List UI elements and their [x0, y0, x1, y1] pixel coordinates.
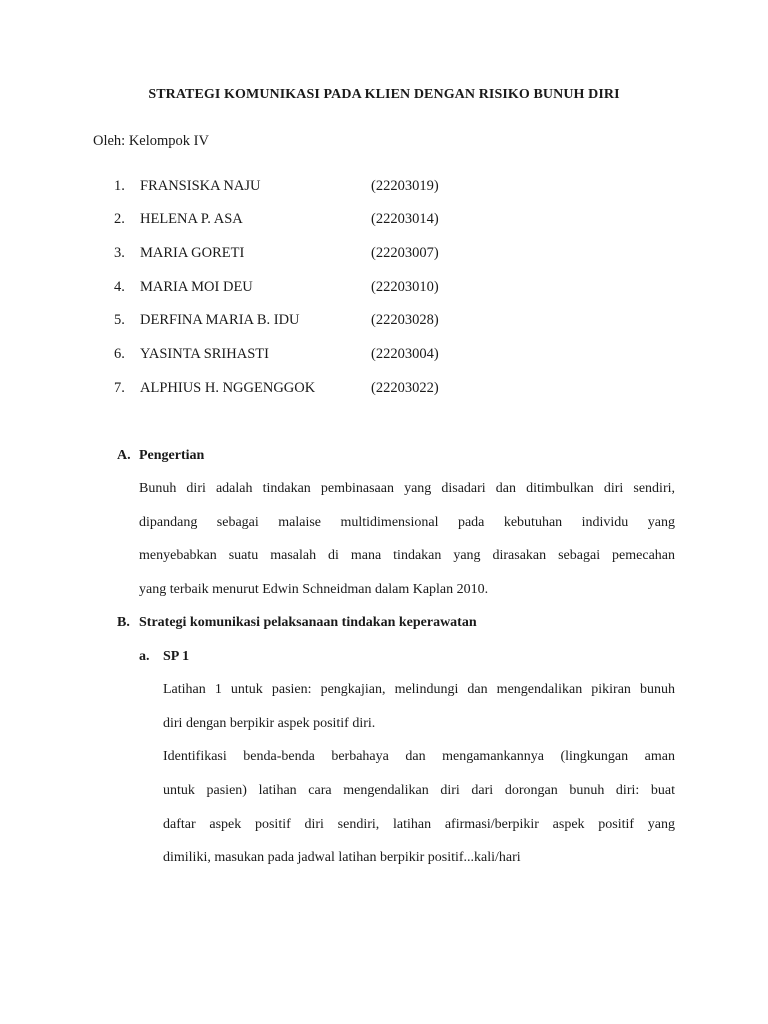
member-id: (22203022)	[371, 380, 439, 396]
section-a-text-line: dipandang sebagai malaise multidimensional pada kebutuhan individu yang	[139, 515, 675, 530]
member-name: HELENA P. ASA	[140, 211, 243, 227]
author-line: Oleh: Kelompok IV	[93, 133, 209, 149]
member-number: 3.	[114, 245, 125, 261]
sp1-text-line: Latihan 1 untuk pasien: pengkajian, melindungi dan mengendalikan pikiran bunuh	[163, 682, 675, 697]
member-name: ALPHIUS H. NGGENGGOK	[140, 380, 316, 396]
member-id: (22203004)	[371, 346, 439, 362]
member-id: (22203028)	[371, 312, 439, 328]
sp1-text-line: diri dengan berpikir aspek positif diri.	[163, 716, 376, 731]
section-a-text-line: menyebabkan suatu masalah di mana tindakan yang dirasakan sebagai pemecahan	[139, 548, 675, 563]
document-title: STRATEGI KOMUNIKASI PADA KLIEN DENGAN RISIKO BUNUH DIRI	[148, 87, 620, 102]
section-a-heading: Pengertian	[139, 448, 205, 463]
sp1-text-line: daftar aspek positif diri sendiri, latihan afirmasi/berpikir aspek positif yang	[163, 817, 675, 832]
member-name: MARIA GORETI	[140, 245, 245, 261]
member-number: 2.	[114, 211, 125, 227]
section-a-text-line: yang terbaik menurut Edwin Schneidman dalam Kaplan 2010.	[139, 582, 489, 597]
section-a-text-line: Bunuh diri adalah tindakan pembinasaan yang disadari dan ditimbulkan diri sendiri,	[139, 481, 675, 496]
subsection-a-heading: SP 1	[163, 649, 190, 664]
section-b-heading: Strategi komunikasi pelaksanaan tindakan keperawatan	[139, 615, 477, 630]
member-name: FRANSISKA NAJU	[140, 178, 261, 194]
member-name: YASINTA SRIHASTI	[140, 346, 269, 362]
member-name: DERFINA MARIA B. IDU	[140, 312, 300, 328]
member-number: 6.	[114, 346, 125, 362]
member-id: (22203014)	[371, 211, 439, 227]
member-id: (22203007)	[371, 245, 439, 261]
member-number: 7.	[114, 380, 125, 396]
sp1-text-line: Identifikasi benda-benda berbahaya dan mengamankannya (lingkungan aman	[163, 749, 675, 764]
section-a-letter: A.	[117, 448, 131, 463]
sp1-text-line: dimiliki, masukan pada jadwal latihan berpikir positif...kali/hari	[163, 850, 521, 865]
member-id: (22203010)	[371, 279, 439, 295]
member-id: (22203019)	[371, 178, 439, 194]
section-b-letter: B.	[117, 615, 130, 630]
sp1-text-line: untuk pasien) latihan cara mengendalikan diri dari dorongan bunuh diri: buat	[163, 783, 675, 798]
subsection-a-letter: a.	[139, 649, 150, 664]
member-number: 5.	[114, 312, 125, 328]
member-name: MARIA MOI DEU	[140, 279, 253, 295]
member-number: 4.	[114, 279, 125, 295]
member-number: 1.	[114, 178, 125, 194]
